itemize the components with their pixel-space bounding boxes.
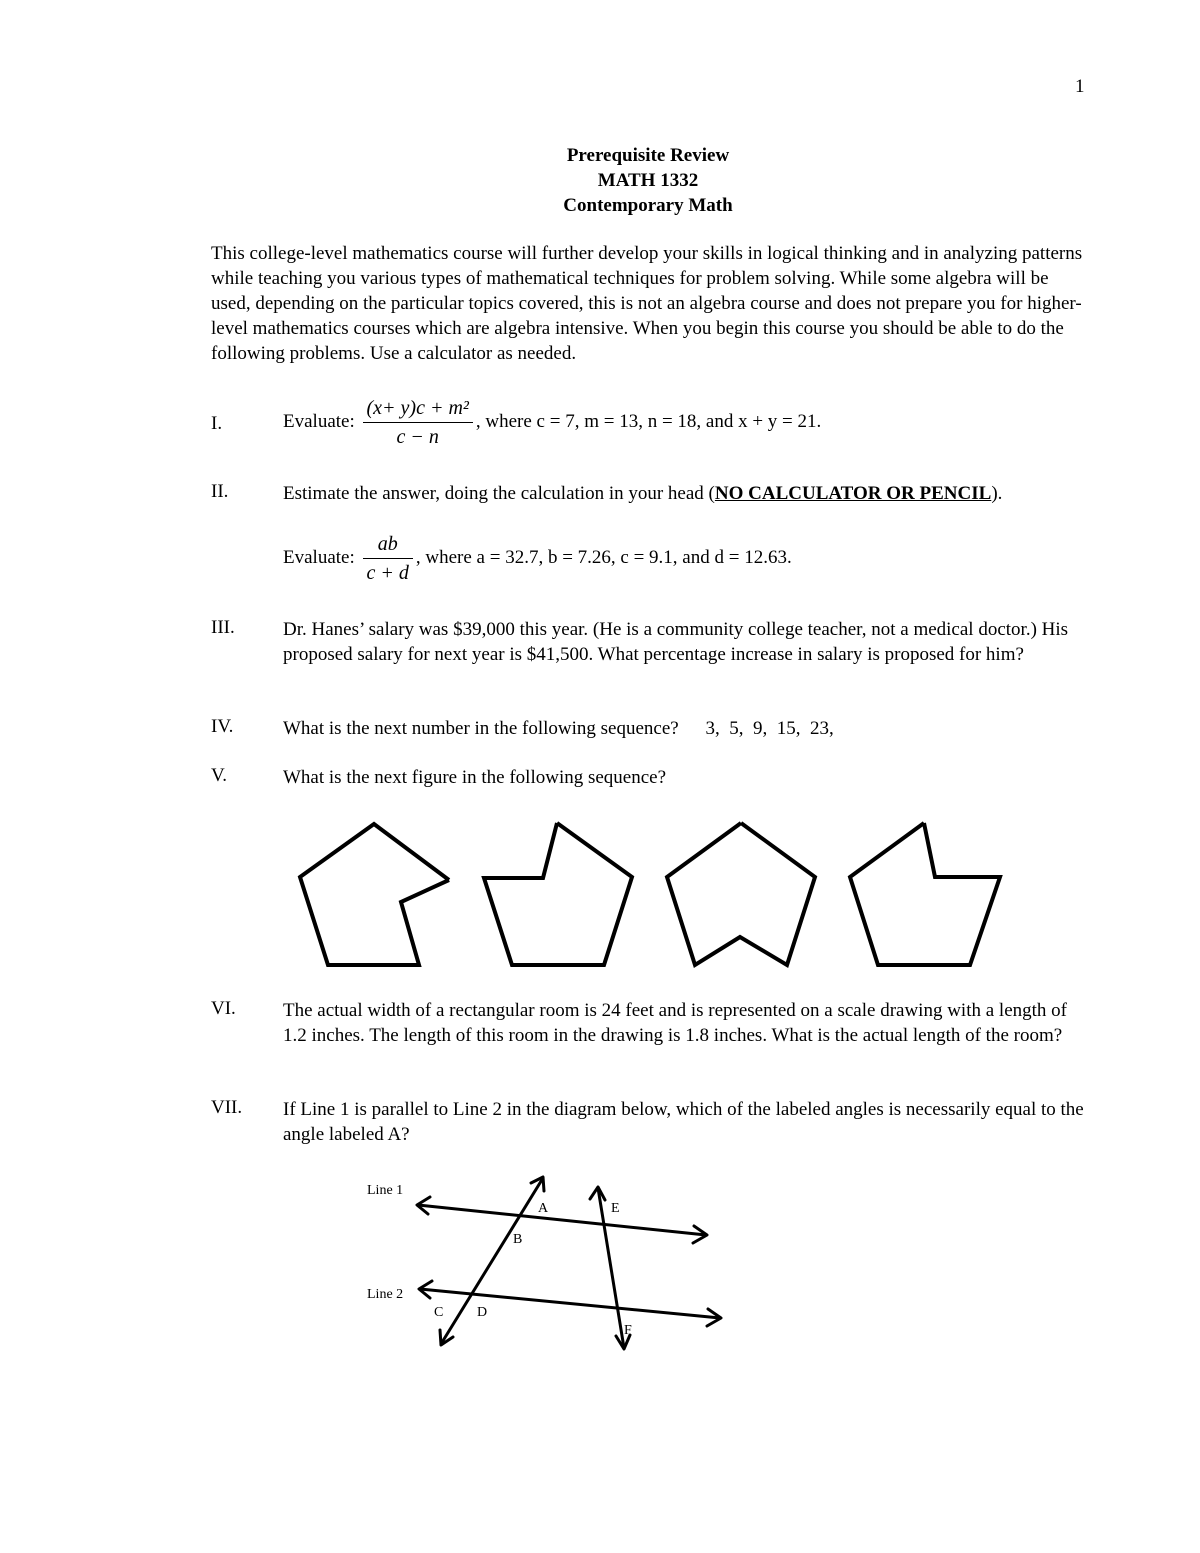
- question-4-text: What is the next number in the following sequence?: [283, 718, 679, 739]
- question-5-number: V.: [211, 765, 228, 786]
- question-1-numerator: (x+ y)c + m²: [363, 394, 473, 423]
- question-3-text: Dr. Hanes’ salary was $39,000 this year. (He is a community college teacher, not a medical doctor.) His proposed salary for next year is $41,500. What percentage increase in salary is proposed for him?: [283, 619, 1069, 665]
- question-2-tail: , where a = 32.7, b = 7.26, c = 9.1, and d = 12.63.: [415, 546, 792, 568]
- angle-c-label: C: [434, 1305, 444, 1320]
- transversal-1: [441, 1178, 543, 1344]
- question-4-sequence: 3, 5, 9, 15, 23,: [705, 718, 834, 739]
- question-2-emphasis: NO CALCULATOR OR PENCIL: [714, 483, 992, 504]
- question-7-number: VII.: [211, 1097, 243, 1118]
- line-1-label: Line 1: [367, 1183, 404, 1198]
- question-4-number: IV.: [211, 716, 234, 737]
- line-1: [418, 1205, 706, 1235]
- question-6-number: VI.: [211, 998, 236, 1019]
- angle-e-label: E: [611, 1201, 620, 1216]
- question-2-denominator: c + d: [366, 562, 409, 584]
- question-6-text: The actual width of a rectangular room is 24 feet and is represented on a scale drawing with a length of 1.2 inches. The length of this room in the drawing is 1.8 inches. What is the actual length of the room?: [283, 1000, 1067, 1046]
- angle-b-label: B: [513, 1232, 523, 1247]
- angle-f-label: F: [624, 1323, 632, 1338]
- title-line-1: Prerequisite Review: [566, 145, 730, 166]
- question-1-label: Evaluate:: [283, 410, 355, 432]
- question-3-number: III.: [211, 617, 235, 638]
- question-2-label: Evaluate:: [283, 546, 355, 568]
- intro-paragraph: This college-level mathematics course will further develop your skills in logical thinking and in analyzing patterns while teaching you various types of mathematical techniques for problem solving. While some algebra will be used, depending on the particular topics covered, this is not an algebra course and does not prepare you for higher-level mathematics courses which are algebra intensive. When you begin this course you should be able to do the following problems. Use a calculator as needed.: [211, 243, 1083, 364]
- question-1-number: I.: [211, 413, 223, 434]
- title-line-2: MATH 1332: [597, 170, 699, 191]
- angle-a-label: A: [538, 1201, 549, 1216]
- question-1-tail: , where c = 7, m = 13, n = 18, and x + y = 21.: [475, 410, 822, 432]
- question-5-text: What is the next figure in the following sequence?: [283, 767, 667, 788]
- line-2-label: Line 2: [367, 1287, 404, 1302]
- question-7-text: If Line 1 is parallel to Line 2 in the diagram below, which of the labeled angles is necessarily equal to the angle labeled A?: [283, 1099, 1084, 1145]
- question-1-denominator: c − n: [396, 426, 439, 448]
- question-2-numerator: ab: [363, 530, 413, 559]
- question-2-text-after: ).: [991, 483, 1003, 504]
- question-2-number: II.: [211, 481, 229, 502]
- title-line-3: Contemporary Math: [563, 195, 733, 216]
- angle-d-label: D: [477, 1305, 488, 1320]
- page-number: 1: [1075, 76, 1085, 97]
- question-2-text: Estimate the answer, doing the calculation in your head (: [283, 483, 715, 504]
